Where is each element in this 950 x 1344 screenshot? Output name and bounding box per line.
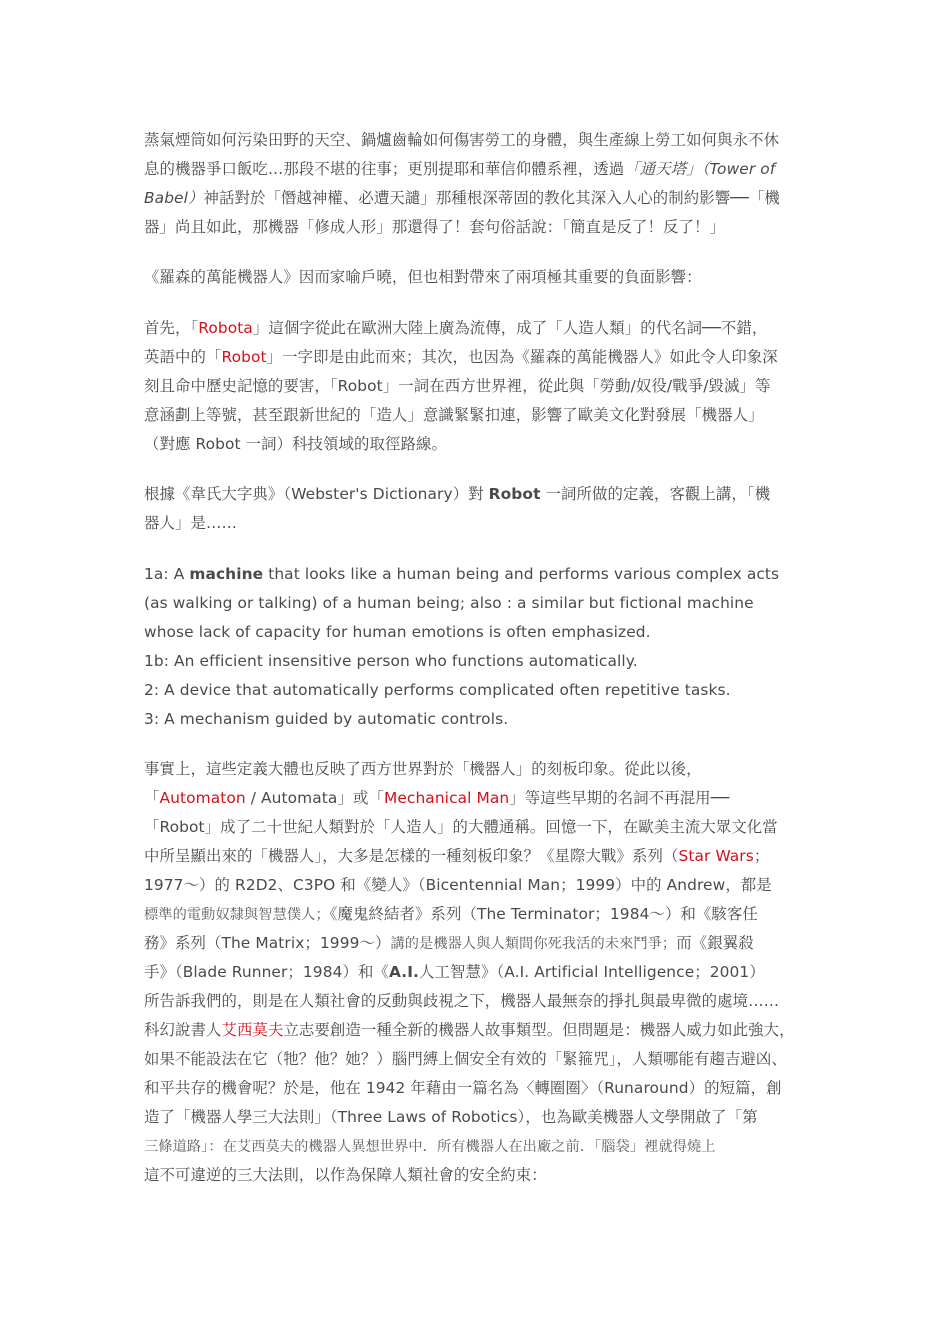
text-line bbox=[144, 343, 816, 372]
text-span: 科幻說書人 bbox=[144, 1021, 222, 1039]
text-line: 和平共存的機會呢？於是，他在 1942 年藉由一篇名為〈轉圈圈〉（Runaround）的短篇，創 bbox=[144, 1079, 782, 1097]
text-line: 刻且命中歷史記憶的要害，「Robot」一詞在西方世界裡，從此與「勞動/奴役/戰爭/毀滅」等 bbox=[144, 377, 771, 395]
text-span: 英語中的「 bbox=[144, 348, 222, 366]
text-line bbox=[144, 480, 816, 509]
text-line: 器人」是…… bbox=[144, 514, 237, 532]
text-line bbox=[144, 958, 816, 987]
text-line: 如果不能設法在它（牠？他？她？）腦門縛上個安全有效的「緊箍咒」，人類哪能有趨吉避凶、 bbox=[144, 1050, 787, 1068]
text-line bbox=[144, 314, 816, 343]
text-line: 蒸氣煙筒如何污染田野的天空、鍋爐齒輪如何傷害勞工的身體，與生產線上勞工如何與永不休 bbox=[144, 131, 780, 149]
link-mechanical-man[interactable]: Mechanical Man bbox=[383, 789, 510, 807]
text-span: 」等這些早期的名詞不再混用── bbox=[509, 789, 730, 807]
text-span: ； bbox=[753, 847, 770, 865]
text-span: 1a: A bbox=[144, 565, 190, 583]
text-span-small: 三條道路」：在艾西莫夫的機器人異想世界中．所有機器人在出廠之前．「腦袋」裡就得燒上 bbox=[144, 1139, 716, 1155]
text-span: 立志要創造一種全新的機器人故事類型。但問題是：機器人威力如此強大， bbox=[283, 1021, 795, 1039]
link-asimov[interactable]: 艾西莫夫 bbox=[221, 1021, 284, 1039]
text-span: 神話對於「僭越神權、必遭天譴」那種根深蒂固的教化其深入人心的制約影響──「機 bbox=[203, 189, 780, 207]
text-span: 「 bbox=[144, 789, 160, 807]
paragraph-intro bbox=[144, 126, 816, 242]
definition-list bbox=[144, 560, 816, 734]
definition-line bbox=[144, 560, 816, 589]
text-line: 所告訴我們的，則是在人類社會的反動與歧視之下，機器人最無奈的掙扎與最卑微的處境…… bbox=[144, 992, 780, 1010]
text-span: 手》（Blade Runner；1984）和《 bbox=[144, 963, 389, 981]
text-line: 意涵劃上等號，甚至跟新世紀的「造人」意識緊緊扣連，影響了歐美文化對發展「機器人」 bbox=[144, 406, 764, 424]
definition-line: 2: A device that automatically performs complicated often repetitive tasks. bbox=[144, 681, 731, 699]
paragraph-robota bbox=[144, 314, 816, 459]
text-line: 「Robot」成了二十世紀人類對於「人造人」的大體通稱。回憶一下，在歐美主流大眾文化當 bbox=[144, 818, 778, 836]
emphasis-babel: Babel） bbox=[144, 189, 204, 207]
text-span: 首先，「 bbox=[144, 319, 199, 337]
text-span: 根據《韋氏大字典》（Webster's Dictionary）對 bbox=[144, 485, 489, 503]
text-span: 而《銀翼殺 bbox=[676, 934, 754, 952]
text-line: 1977～）的 R2D2、C3PO 和《變人》（Bicentennial Man；1999）中的 Andrew，都是 bbox=[144, 876, 772, 894]
definition-line: whose lack of capacity for human emotions is often emphasized. bbox=[144, 623, 651, 641]
text-line: 器」尚且如此，那機器「修成人形」那還得了！套句俗話說：「簡直是反了！反了！」 bbox=[144, 218, 725, 236]
text-line bbox=[144, 155, 816, 184]
text-span: 」一字即是由此而來；其次，也因為《羅森的萬能機器人》如此令人印象深 bbox=[266, 348, 778, 366]
text-span-small: 講的是機器人與人類間你死我活的未來鬥爭； bbox=[390, 936, 677, 952]
paragraph-webster bbox=[144, 480, 816, 538]
text-line bbox=[144, 842, 816, 871]
paragraph-influence bbox=[144, 263, 816, 292]
link-automaton[interactable]: Automaton bbox=[159, 789, 246, 807]
emphasis-tower-of-babel: 「通天塔」（Tower of bbox=[624, 160, 776, 178]
text-line bbox=[144, 1132, 816, 1161]
text-line bbox=[144, 900, 816, 929]
definition-line: 3: A mechanism guided by automatic controls. bbox=[144, 710, 509, 728]
text-span: 務》系列（The Matrix；1999～） bbox=[144, 934, 391, 952]
text-span: 一詞所做的定義，客觀上講，「機 bbox=[540, 485, 771, 503]
text-line bbox=[144, 929, 816, 958]
text-span: 息的機器爭口飯吃…那段不堪的往事；更別提耶和華信仰體系裡，透過 bbox=[144, 160, 625, 178]
text-line: （對應 Robot 一詞）科技領域的取徑路線。 bbox=[144, 435, 447, 453]
text-line bbox=[144, 184, 816, 213]
bold-ai: A.I. bbox=[388, 963, 419, 981]
link-star-wars[interactable]: Star Wars bbox=[678, 847, 754, 865]
text-line: 《羅森的萬能機器人》因而家喻戶曉，但也相對帶來了兩項極其重要的負面影響： bbox=[144, 268, 702, 286]
definition-line: (as walking or talking) of a human being; also : a similar but fictional machine bbox=[144, 594, 754, 612]
text-span: 」這個字從此在歐洲大陸上廣為流傳，成了「人造人類」的代名詞──不錯， bbox=[252, 319, 768, 337]
definition-line: 1b: An efficient insensitive person who functions automatically. bbox=[144, 652, 638, 670]
paragraph-stereotype bbox=[144, 755, 816, 1190]
text-line: 造了「機器人學三大法則」（Three Laws of Robotics），也為歐美機器人文學開啟了「第 bbox=[144, 1108, 758, 1126]
text-span: 中所呈顯出來的「機器人」，大多是怎樣的一種刻板印象？《星際大戰》系列（ bbox=[144, 847, 679, 865]
bold-machine: machine bbox=[189, 565, 264, 583]
text-span: 人工智慧》（A.I. Artificial Intelligence；2001） bbox=[419, 963, 765, 981]
text-line bbox=[144, 1016, 816, 1045]
text-line: 事實上，這些定義大體也反映了西方世界對於「機器人」的刻板印象。從此以後， bbox=[144, 760, 702, 778]
text-span: / Automata」或「 bbox=[245, 789, 384, 807]
link-robota[interactable]: Robota bbox=[198, 319, 253, 337]
text-line bbox=[144, 784, 816, 813]
link-robot[interactable]: Robot bbox=[221, 348, 267, 366]
text-span: that looks like a human being and performs various complex acts bbox=[263, 565, 780, 583]
text-span: 《魔鬼終結者》系列（The Terminator；1984～）和《駭客任 bbox=[329, 905, 758, 923]
text-line: 這不可違逆的三大法則，以作為保障人類社會的安全約束： bbox=[144, 1166, 547, 1184]
bold-robot: Robot bbox=[488, 485, 541, 503]
text-span-small: 標準的電動奴隸與智慧僕人； bbox=[144, 907, 330, 923]
